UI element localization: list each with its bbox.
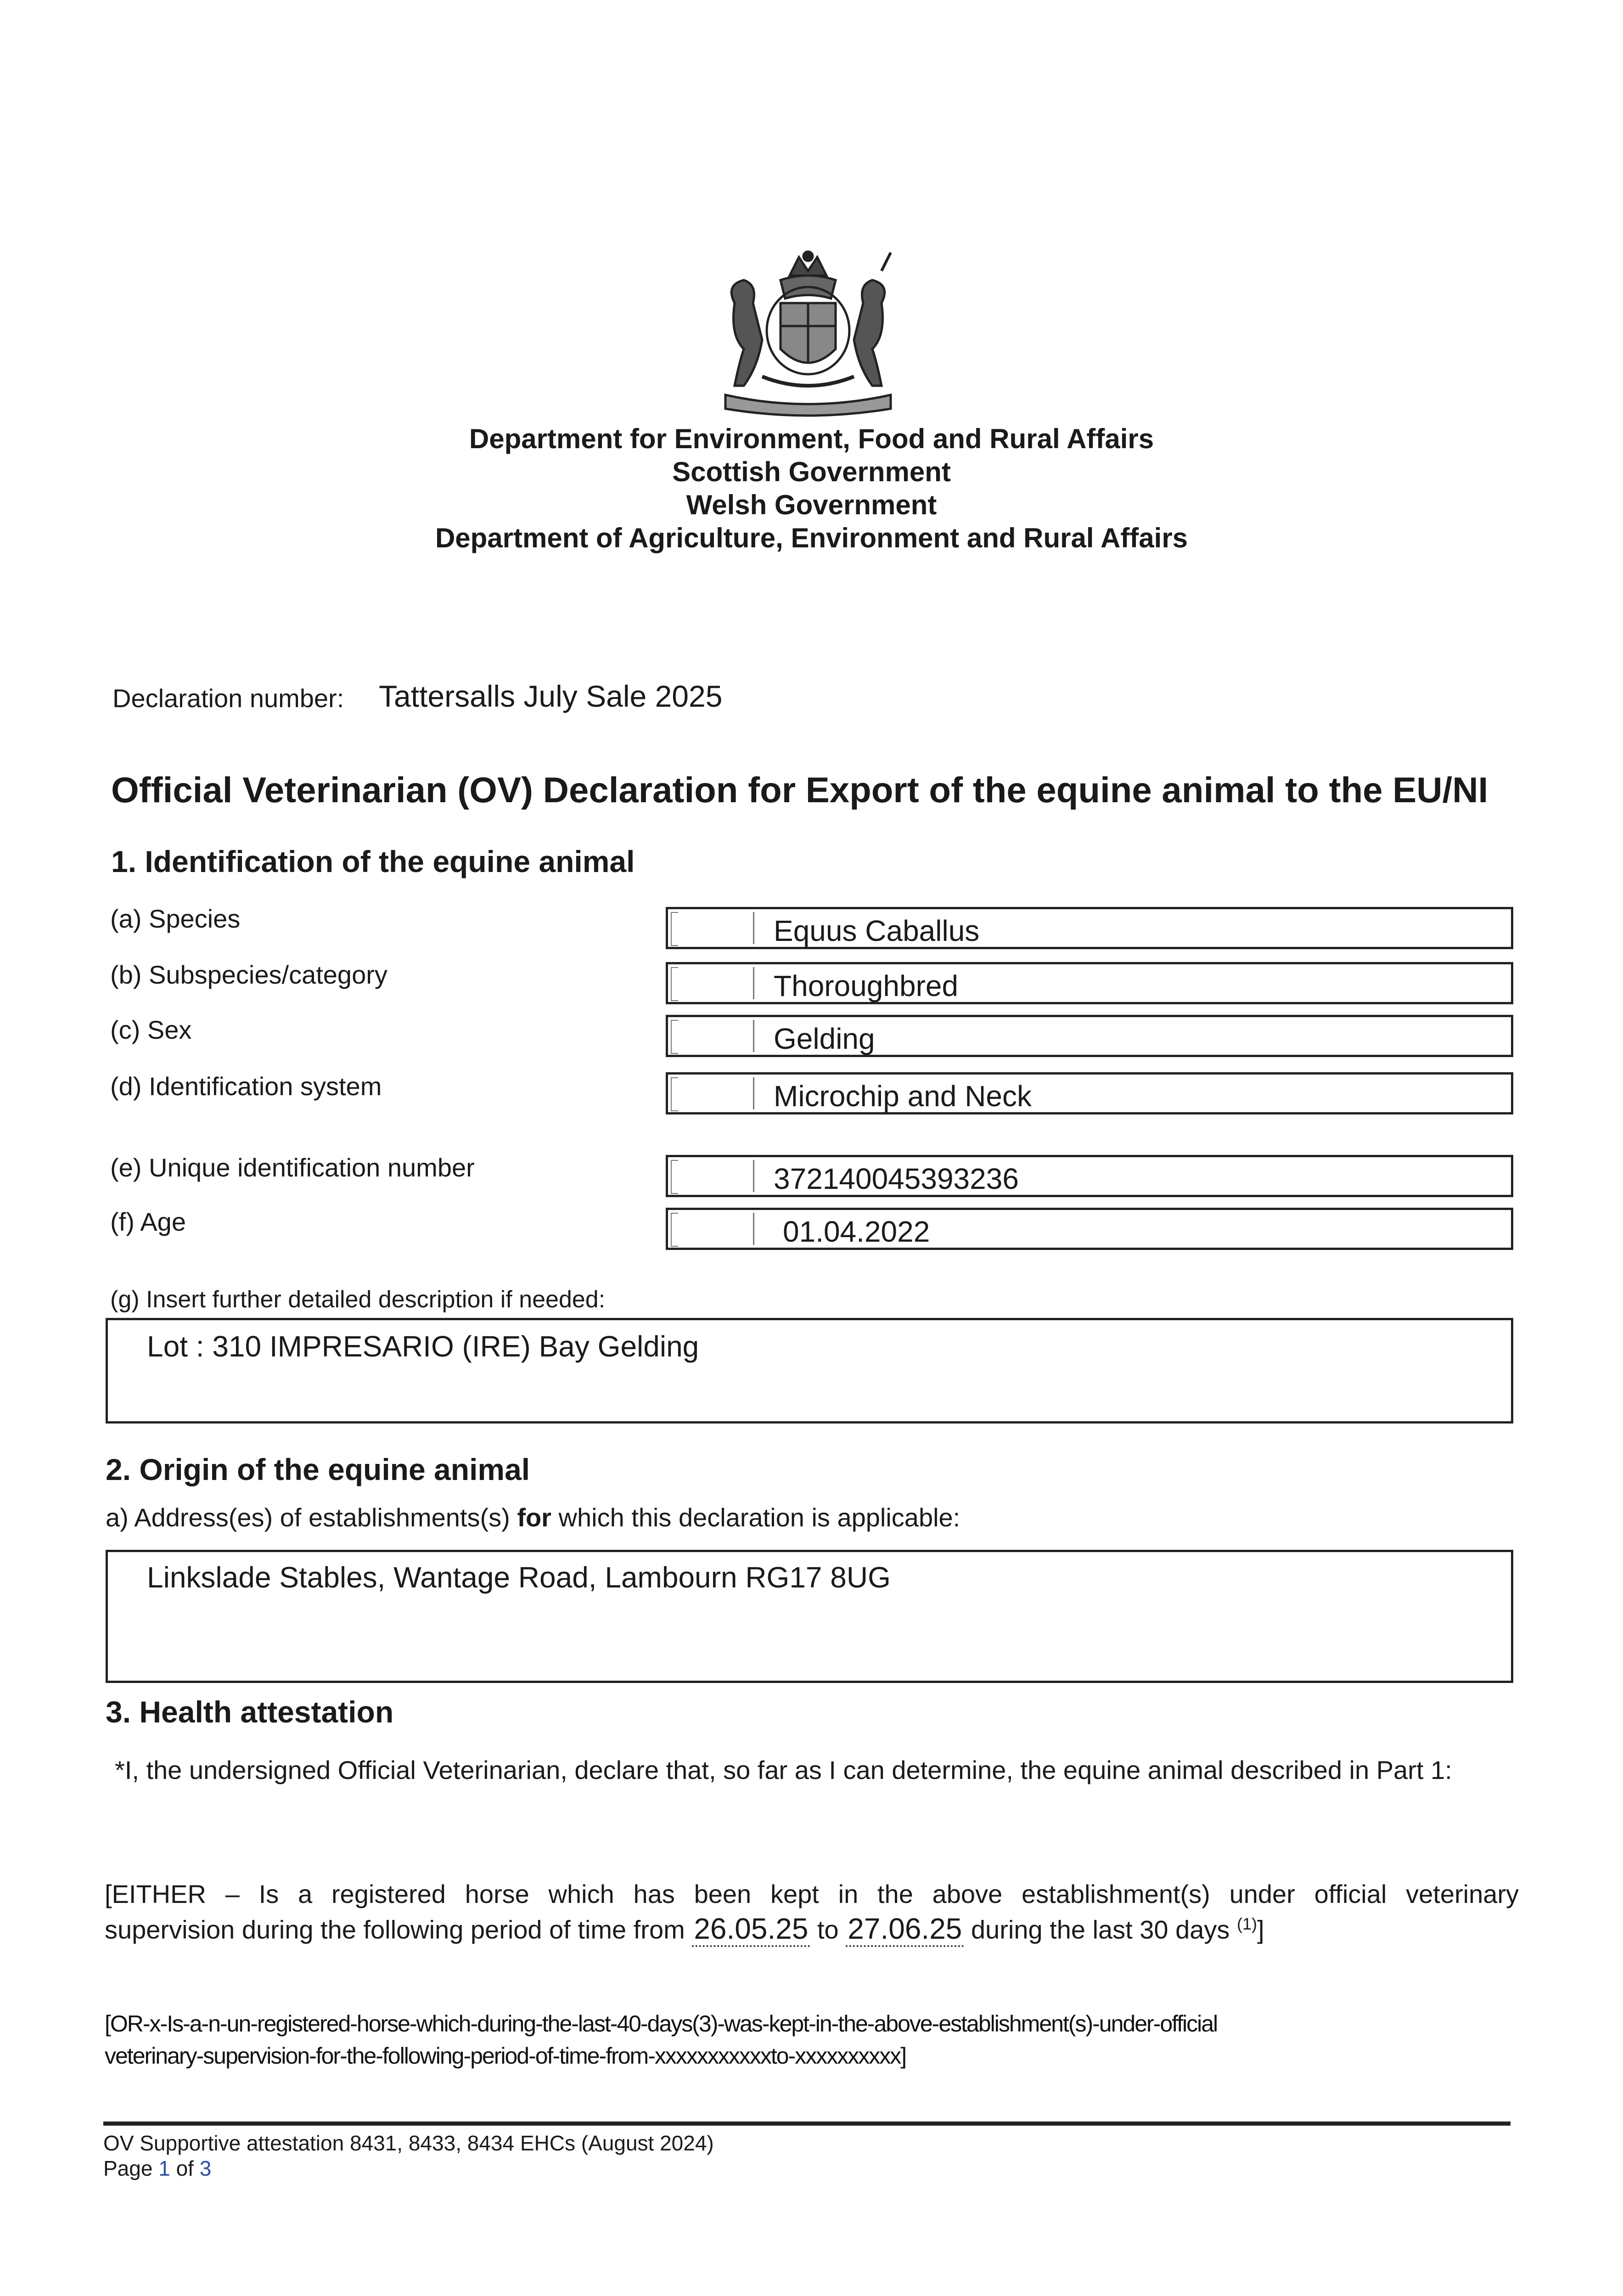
unique-id-value: 372140045393236 — [774, 1162, 1019, 1195]
footer-rule — [103, 2122, 1511, 2126]
identification-system-field — [666, 1072, 1513, 1114]
species-label: (a) Species — [110, 904, 241, 933]
department-name-welsh-government: Welsh Government — [686, 490, 937, 520]
page-title: Official Veterinarian (OV) Declaration for Export of the equine animal to the EU/NI — [111, 770, 1488, 810]
declaration-number-value: Tattersalls July Sale 2025 — [379, 679, 723, 713]
royal-coat-of-arms-icon — [707, 248, 909, 422]
age-field — [666, 1208, 1513, 1250]
department-name-defra: Department for Environment, Food and Rural Affairs — [469, 423, 1154, 454]
department-name-scottish-government: Scottish Government — [672, 456, 951, 487]
declaration-number-label: Declaration number: — [112, 684, 344, 713]
either-clause-line-2: supervision during the following period of time from 26.05.25 to 27.06.25 during the last 30 days $^{(1)}$] — [105, 1908, 1264, 1946]
footnote-marker: (1) — [1237, 1914, 1257, 1933]
identification-system-value: Microchip and Neck — [774, 1080, 1032, 1113]
species-value: Equus Caballus — [774, 914, 980, 947]
further-description-label: (g) Insert further detailed description if needed: — [110, 1286, 606, 1313]
department-name-daera: Department of Agriculture, Environment and Rural Affairs — [435, 523, 1188, 553]
subspecies-value: Thoroughbred — [774, 969, 959, 1002]
establishment-address-value: Linkslade Stables, Wantage Road, Lambourn RG17 8UG — [147, 1561, 891, 1594]
footer-attestation-reference: OV Supportive attestation 8431, 8433, 8434 EHCs (August 2024) — [103, 2131, 714, 2155]
further-description-box — [106, 1318, 1513, 1424]
page-number: Page 1 of 3 — [103, 2156, 212, 2180]
subspecies-field — [666, 962, 1513, 1004]
establishment-address-box — [106, 1550, 1513, 1683]
subspecies-label: (b) Subspecies/category — [110, 960, 387, 989]
age-value: 01.04.2022 — [783, 1215, 930, 1248]
section-2-heading: 2. Origin of the equine animal — [106, 1452, 530, 1486]
sex-label: (c) Sex — [110, 1015, 192, 1044]
date-from: 26.05.25 — [692, 1912, 810, 1947]
unique-id-field — [666, 1155, 1513, 1197]
health-attestation-intro: *I, the undersigned Official Veterinarian, declare that, so far as I can determine, the equine animal described in Part 1: — [115, 1756, 1452, 1784]
either-clause-line-1: [EITHER – Is a registered horse which has been kept in the above establishment(s) under official veterinary — [105, 1880, 1519, 1908]
sex-field — [666, 1015, 1513, 1057]
section-1-heading: 1. Identification of the equine animal — [111, 844, 635, 878]
struck-or-clause-line-1: [OR-x-Is-a-n-un-registered-horse-which-during-the-last-40-days(3)-was-kept-in-the-above-establishment(s)-under-official — [105, 2011, 1218, 2037]
section-3-heading: 3. Health attestation — [106, 1695, 394, 1729]
establishment-address-label: a) Address(es) of establishments(s) for which this declaration is applicable: — [106, 1503, 960, 1532]
struck-or-clause-line-2: veterinary-supervision-for-the-following-period-of-time-from-xxxxxxxxxxxto-xxxxxxxxxx] — [105, 2043, 906, 2069]
sex-value: Gelding — [774, 1022, 875, 1055]
date-to: 27.06.25 — [846, 1912, 964, 1947]
species-field — [666, 907, 1513, 949]
age-label: (f) Age — [110, 1207, 186, 1236]
unique-id-label: (e) Unique identification number — [110, 1153, 475, 1182]
identification-system-label: (d) Identification system — [110, 1072, 382, 1101]
further-description-value: Lot : 310 IMPRESARIO (IRE) Bay Gelding — [147, 1330, 699, 1363]
